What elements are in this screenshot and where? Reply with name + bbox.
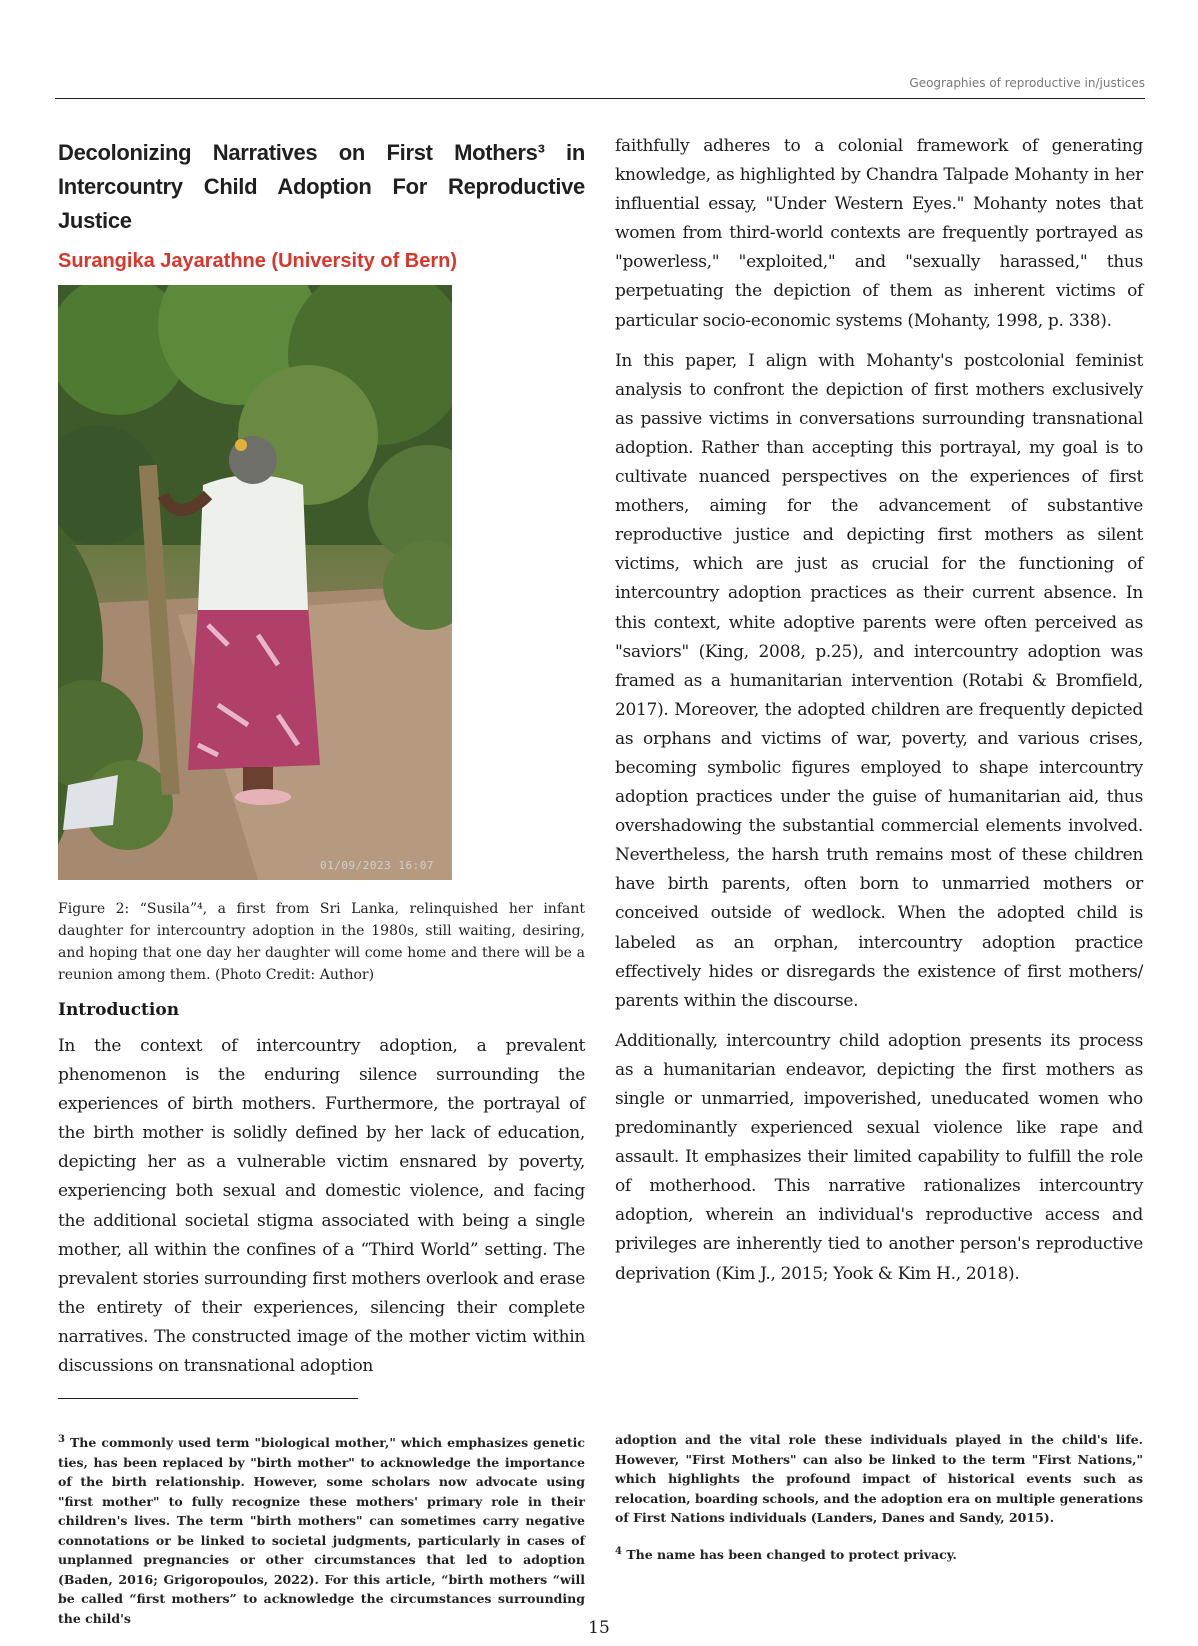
photo-timestamp: 01/09/2023 16:07 (320, 859, 434, 872)
page-number: 15 (588, 1618, 610, 1638)
footnote-rule (58, 1398, 358, 1399)
footnote-4-text: The name has been changed to protect privacy. (626, 1546, 957, 1562)
body-paragraph-3: Additionally, intercountry child adoption presents its process as a humanitarian endeavor, depicting the first mothers as single or unmarried, impoverished, uneducated women who predominantly experienced sexual violence like rape and assault. It emphasizes their limited capability to fulfill the role of motherhood. This narrative rationalizes intercountry adoption, wherein an individual's reproductive access and privileges are inherently tied to another person's reproductive deprivation (Kim J., 2015; Yook & Kim H., 2018). (615, 1030, 1143, 1284)
header-rule (55, 98, 1145, 99)
section-heading-introduction: Introduction (58, 1000, 180, 1020)
article-author: Surangika Jayarathne (University of Bern) (58, 250, 458, 272)
footnote-4-marker: 4 (615, 1545, 622, 1557)
footnotes-right (615, 1430, 1143, 1564)
right-column (615, 136, 1143, 1289)
footnote-3 (58, 1430, 585, 1628)
intro-paragraph: In the context of intercountry adoption, a prevalent phenomenon is the enduring silence surrounding the experiences of birth mothers. Furthermore, the portrayal of the birth mother is solidly defined by her lack of education, depicting her as a vulnerable victim ensnared by poverty, experiencing both sexual and domestic violence, and facing the additional societal stigma associated with being a single mother, all within the confines of a “Third World” setting. The prevalent stories surrounding first mothers overlook and erase the entirety of their experiences, silencing their complete narratives. The constructed image of the mother victim within discussions on transnational adoption (58, 1036, 585, 1377)
footnotes-left (58, 1430, 585, 1628)
figure-caption: Figure 2: “Susila”⁴, a first from Sri Lanka, relinquished her infant daughter for intercountry adoption in the 1980s, still waiting, desiring, and hoping that one day her daughter will come home and there will be a reunion among them. (Photo Credit: Author) (58, 901, 585, 983)
footnote-3-marker: 3 (58, 1434, 65, 1445)
left-column (58, 136, 585, 1381)
body-paragraph-1: faithfully adheres to a colonial framework of generating knowledge, as highlighted by Chandra Talpade Mohanty in her influential essay, "Under Western Eyes." Mohanty notes that women from third-world contexts are frequently portrayed as "powerless," "exploited," and "sexually harassed," thus perpetuating the depiction of them as inherent victims of particular socio-economic systems (Mohanty, 1998, p. 338). (615, 136, 1143, 331)
running-head: Geographies of reproductive in/justices (909, 76, 1145, 90)
photo-illustration (58, 285, 452, 880)
body-paragraph-2: In this paper, I align with Mohanty's postcolonial feminist analysis to confront the depiction of first mothers exclusively as passive victims in conversations surrounding transnational adoption. Rather than accepting this portrayal, my goal is to cultivate nuanced perspectives on the experiences of first mothers, aiming for the advancement of substantive reproductive justice and depicting first mothers as silent victims, which are just as crucial for the functioning of intercountry adoption practices as their current absence. In this context, white adoptive parents were often perceived as "saviors" (King, 2008, p.25), and intercountry adoption was framed as a humanitarian intervention (Rotabi & Bromfield, 2017). Moreover, the adopted children are frequently depicted as orphans and victims of war, poverty, and various crises, becoming symbolic figures employed to shape intercountry adoption practices under the guise of humanitarian aid, thus overshadowing the substantial commercial elements involved. Nevertheless, the harsh truth remains most of these children have birth parents, often born to unmarried mothers or conceived outside of wedlock. When the adopted child is labeled as an orphan, intercountry adoption practice effectively hides or disregards the existence of first mothers/ parents within the discourse. (615, 350, 1143, 1011)
footnote-4 (615, 1542, 1143, 1565)
article-title: Decolonizing Narratives on First Mothers³ in Intercountry Child Adoption For Reproductive Justice (58, 140, 585, 233)
footnote-3-text: The commonly used term "biological mother," which emphasizes genetic ties, has been replaced by "birth mother" to acknowledge the importance of the birth relationship. However, some scholars now advocate using "first mother" to fully recognize these mothers' primary role in their children's lives. The term "birth mothers" can sometimes carry negative connotations or be linked to societal judgments, particularly in cases of unplanned pregnancies or other circumstances that led to adoption (Baden, 2016; Grigoropoulos, 2022). For this article, “birth mothers “will be called “first mothers” to acknowledge the circumstances surrounding the child's (58, 1435, 585, 1626)
figure-photo (58, 285, 452, 880)
footnote-3-continued: adoption and the vital role these individuals played in the child's life. However, "First Mothers" can also be linked to the term "First Nations," which highlights the profound impact of historical events such as relocation, boarding schools, and the adoption era on multiple generations of First Nations individuals (Landers, Danes and Sandy, 2015). (615, 1432, 1143, 1525)
